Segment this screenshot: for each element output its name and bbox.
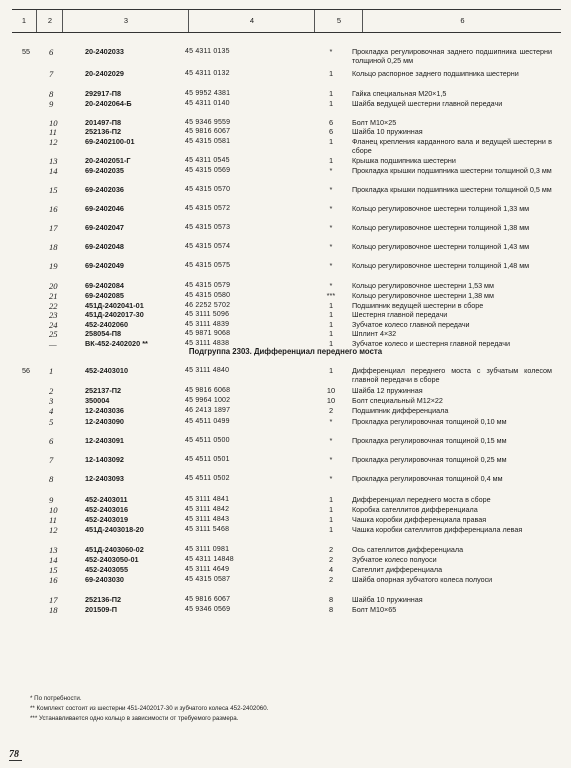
part-number: 252137-П2 (85, 386, 122, 395)
part-number: 12-2403093 (85, 474, 124, 483)
quantity: 1 (328, 329, 334, 338)
quantity: 1 (328, 495, 334, 504)
catalog-number: 45 4315 0573 (185, 224, 231, 231)
catalog-number: 45 4315 0587 (185, 576, 231, 583)
part-number: 69-2403030 (85, 575, 124, 584)
position-number: 12 (49, 525, 58, 535)
quantity: 1 (328, 310, 334, 319)
quantity: 1 (328, 137, 334, 146)
catalog-number: 45 9816 6067 (185, 128, 231, 135)
position-number: 10 (49, 505, 58, 515)
part-name: Подшипник ведущей шестерни в сборе (352, 301, 484, 310)
part-name: Кольцо регулировочное шестерни толщиной 1,43 мм (352, 242, 530, 251)
part-number: 451Д-2403018-20 (85, 525, 144, 534)
part-name: Кольцо регулировочное шестерни 1,53 мм (352, 281, 494, 290)
table-header (12, 9, 561, 33)
quantity: 1 (328, 525, 334, 534)
part-number: 452-2403010 (85, 366, 129, 375)
catalog-number: 45 4315 0575 (185, 262, 231, 269)
catalog-number: 45 9952 4381 (185, 90, 231, 97)
part-number: 20-2402029 (85, 69, 124, 78)
position-number: 10 (49, 118, 58, 128)
part-number: 292917-П8 (85, 89, 122, 98)
position-number: 4 (49, 406, 54, 416)
position-number: 9 (49, 495, 54, 505)
part-name: Гайка специальная М20×1,5 (352, 89, 447, 98)
part-name: Шайба 10 пружинная (352, 127, 423, 136)
position-number: 17 (49, 223, 58, 233)
catalog-number: 45 4511 0501 (185, 456, 230, 463)
part-number: 252136-П2 (85, 127, 122, 136)
part-name: Зубчатое колесо и шестерня главной передачи (352, 339, 511, 348)
position-number: 5 (49, 417, 54, 427)
part-name: Кольцо регулировочное шестерни толщиной 1,48 мм (352, 261, 530, 270)
part-number: 452-2403011 (85, 495, 128, 504)
position-number: — (49, 339, 57, 349)
quantity: * (329, 47, 333, 56)
catalog-number: 45 4315 0581 (185, 138, 231, 145)
position-number: 22 (49, 301, 58, 311)
position-number: 15 (49, 565, 58, 575)
catalog-number: 45 4311 0135 (185, 48, 230, 55)
part-name: Прокладка регулировочная толщиной 0,25 мм (352, 455, 507, 464)
catalog-number: 45 4315 0579 (185, 282, 231, 289)
quantity: 10 (326, 386, 336, 395)
header-col-3: 3 (62, 10, 189, 32)
catalog-number: 45 3111 5096 (185, 311, 230, 318)
catalog-number: 45 3111 4839 (185, 321, 230, 328)
part-name: Кольцо регулировочное шестерни 1,38 мм (352, 291, 494, 300)
part-name: Дифференциал переднего моста с зубчатым колесом главной передачи в сборе (352, 366, 552, 384)
part-number: 69-2402085 (85, 291, 124, 300)
catalog-number: 45 3111 4842 (185, 506, 230, 513)
part-number: 350004 (85, 396, 110, 405)
page-number: 78 (9, 749, 19, 760)
catalog-number: 45 9346 9559 (185, 119, 231, 126)
quantity: 1 (328, 156, 334, 165)
quantity: 1 (328, 320, 334, 329)
part-number: 69-2402049 (85, 261, 124, 270)
catalog-number: 45 4511 0499 (185, 418, 230, 425)
part-number: 252136-П2 (85, 595, 122, 604)
quantity: 1 (328, 339, 334, 348)
part-number: 12-1403092 (85, 455, 124, 464)
footnote: * По потребности. (30, 695, 82, 702)
part-name: Сателлит дифференциала (352, 565, 443, 574)
catalog-number: 45 4511 0502 (185, 475, 230, 482)
quantity: 1 (328, 505, 334, 514)
quantity: * (329, 474, 333, 483)
catalog-number: 45 4315 0569 (185, 167, 231, 174)
part-number: 69-2402084 (85, 281, 124, 290)
position-number: 9 (49, 99, 54, 109)
part-name: Шайба ведущей шестерни главной передачи (352, 99, 503, 108)
quantity: 10 (326, 396, 336, 405)
position-number: 2 (49, 386, 54, 396)
part-number: 69-2402100-01 (85, 137, 135, 146)
part-name: Прокладка регулировочная толщиной 0,4 мм (352, 474, 503, 483)
position-number: 13 (49, 545, 58, 555)
part-name: Коробка сателлитов дифференциала (352, 505, 478, 514)
part-number: 20-2402051-Г (85, 156, 131, 165)
catalog-number: 45 9964 1002 (185, 397, 231, 404)
position-number: 20 (49, 281, 58, 291)
part-number: 452-2403055 (85, 565, 129, 574)
quantity: * (329, 281, 333, 290)
part-name: Болт М10×65 (352, 605, 397, 614)
position-number: 1 (49, 366, 54, 376)
part-number: 452-2402060 (85, 320, 129, 329)
part-name: Болт М10×25 (352, 118, 397, 127)
position-number: 8 (49, 89, 54, 99)
part-name: Зубчатое колесо полуоси (352, 555, 437, 564)
quantity: * (329, 261, 333, 270)
part-name: Крышка подшипника шестерни (352, 156, 456, 165)
position-number: 25 (49, 329, 58, 339)
group-number: 55 (22, 47, 30, 56)
part-name: Дифференциал переднего моста в сборе (352, 495, 491, 504)
quantity: *** (326, 291, 336, 300)
catalog-number: 45 4315 0580 (185, 292, 231, 299)
quantity: 1 (328, 301, 334, 310)
position-number: 23 (49, 310, 58, 320)
part-number: 451Д-2402041-01 (85, 301, 144, 310)
catalog-number: 46 2252 5702 (185, 302, 231, 309)
part-number: ВК-452-2402020 ** (85, 339, 148, 348)
header-col-4: 4 (188, 10, 315, 32)
part-name: Кольцо регулировочное шестерни толщиной 1,38 мм (352, 223, 530, 232)
part-number: 451Д-2403060-02 (85, 545, 144, 554)
catalog-number: 46 2413 1897 (185, 407, 231, 414)
catalog-number: 45 4311 0140 (185, 100, 230, 107)
part-name: Прокладка регулировочная толщиной 0,10 мм (352, 417, 507, 426)
quantity: 2 (328, 545, 334, 554)
header-col-6: 6 (362, 10, 562, 32)
part-number: 201497-П8 (85, 118, 122, 127)
catalog-number: 45 4311 0132 (185, 70, 230, 77)
part-name: Шайба 12 пружинная (352, 386, 423, 395)
quantity: 1 (328, 366, 334, 375)
catalog-number: 45 4311 0545 (185, 157, 230, 164)
quantity: 1 (328, 89, 334, 98)
part-number: 452-2403016 (85, 505, 129, 514)
catalog-number: 45 9871 9068 (185, 330, 231, 337)
part-name: Фланец крепления карданного вала и ведущей шестерни в сборе (352, 137, 552, 155)
header-col-5: 5 (314, 10, 363, 32)
position-number: 11 (49, 127, 57, 137)
part-number: 20-2402064-Б (85, 99, 132, 108)
part-name: Кольцо распорное заднего подшипника шестерни (352, 69, 519, 78)
part-name: Шплинт 4×32 (352, 329, 397, 338)
catalog-number: 45 9816 6067 (185, 596, 231, 603)
part-number: 69-2402046 (85, 204, 124, 213)
position-number: 24 (49, 320, 58, 330)
catalog-number: 45 4315 0574 (185, 243, 231, 250)
catalog-number: 45 4315 0572 (185, 205, 231, 212)
footnote: *** Устанавливается одно кольцо в зависимости от требуемого размера. (30, 715, 239, 722)
quantity: 2 (328, 575, 334, 584)
quantity: 8 (328, 595, 334, 604)
group-number: 56 (22, 366, 30, 375)
part-number: 12-2403036 (85, 406, 124, 415)
quantity: 2 (328, 555, 334, 564)
quantity: * (329, 223, 333, 232)
position-number: 3 (49, 396, 54, 406)
header-col-2: 2 (36, 10, 63, 32)
quantity: * (329, 242, 333, 251)
position-number: 14 (49, 555, 58, 565)
part-number: 451Д-2402017-30 (85, 310, 144, 319)
catalog-number: 45 3111 0981 (185, 546, 230, 553)
position-number: 12 (49, 137, 58, 147)
part-name: Шайба 10 пружинная (352, 595, 423, 604)
footnotes (30, 694, 268, 724)
part-name: Болт специальный М12×22 (352, 396, 443, 405)
part-number: 452-2403019 (85, 515, 129, 524)
catalog-number: 45 4311 14848 (185, 556, 234, 563)
quantity: 2 (328, 406, 334, 415)
part-name: Прокладка регулировочная толщиной 0,15 мм (352, 436, 507, 445)
quantity: 1 (328, 515, 334, 524)
header-col-1: 1 (21, 16, 27, 25)
quantity: * (329, 436, 333, 445)
position-number: 21 (49, 291, 58, 301)
part-name: Чашка коробки дифференциала правая (352, 515, 487, 524)
position-number: 6 (49, 436, 54, 446)
part-number: 69-2402048 (85, 242, 124, 251)
part-number: 69-2402036 (85, 185, 124, 194)
quantity: 1 (328, 69, 334, 78)
part-name: Кольцо регулировочное шестерни толщиной 1,33 мм (352, 204, 530, 213)
position-number: 13 (49, 156, 58, 166)
part-name: Прокладка регулировочная заднего подшипника шестерни толщиной 0,25 мм (352, 47, 552, 65)
part-name: Шайба опорная зубчатого колеса полуоси (352, 575, 493, 584)
catalog-number: 45 3111 4841 (185, 496, 230, 503)
part-name: Зубчатое колесо главной передачи (352, 320, 470, 329)
position-number: 14 (49, 166, 58, 176)
position-number: 7 (49, 455, 54, 465)
part-name: Ось сателлитов дифференциала (352, 545, 464, 554)
quantity: * (329, 185, 333, 194)
page-number-rule (9, 760, 22, 761)
catalog-number: 45 4315 0570 (185, 186, 231, 193)
part-name: Прокладка крышки подшипника шестерни толщиной 0,5 мм (352, 185, 552, 194)
catalog-number: 45 9816 6068 (185, 387, 231, 394)
quantity: 6 (328, 118, 334, 127)
part-number: 69-2402035 (85, 166, 124, 175)
position-number: 18 (49, 242, 58, 252)
part-name: Шестерня главной передачи (352, 310, 448, 319)
part-number: 12-2403091 (85, 436, 124, 445)
quantity: * (329, 455, 333, 464)
position-number: 17 (49, 595, 58, 605)
part-number: 69-2402047 (85, 223, 124, 232)
position-number: 6 (49, 47, 54, 57)
catalog-number: 45 3111 4840 (185, 367, 230, 374)
part-number: 20-2402033 (85, 47, 124, 56)
part-number: 201509-П (85, 605, 118, 614)
catalog-number: 45 3111 4843 (185, 516, 230, 523)
catalog-number: 45 3111 5468 (185, 526, 230, 533)
subgroup-title: Подгруппа 2303. Дифференциал переднего моста (188, 347, 383, 356)
position-number: 15 (49, 185, 58, 195)
position-number: 18 (49, 605, 58, 615)
quantity: 6 (328, 127, 334, 136)
quantity: * (329, 204, 333, 213)
catalog-number: 45 3111 4649 (185, 566, 230, 573)
part-number: 258054-П8 (85, 329, 122, 338)
position-number: 16 (49, 575, 58, 585)
position-number: 11 (49, 515, 57, 525)
position-number: 7 (49, 69, 54, 79)
quantity: 8 (328, 605, 334, 614)
footnote: ** Комплект состоит из шестерни 451-2402017-30 и зубчатого колеса 452-2402060. (30, 705, 269, 712)
part-name: Чашка коробки сателлитов дифференциала левая (352, 525, 523, 534)
position-number: 16 (49, 204, 58, 214)
catalog-number: 45 9346 0569 (185, 606, 231, 613)
part-number: 452-2403050-01 (85, 555, 139, 564)
catalog-number: 45 3111 4838 (185, 340, 230, 347)
quantity: 4 (328, 565, 334, 574)
quantity: 1 (328, 99, 334, 108)
catalog-number: 45 4511 0500 (185, 437, 230, 444)
quantity: * (329, 166, 333, 175)
quantity: * (329, 417, 333, 426)
part-name: Подшипник дифференциала (352, 406, 449, 415)
part-number: 12-2403090 (85, 417, 124, 426)
position-number: 19 (49, 261, 58, 271)
position-number: 8 (49, 474, 54, 484)
part-name: Прокладка крышки подшипника шестерни толщиной 0,3 мм (352, 166, 552, 175)
